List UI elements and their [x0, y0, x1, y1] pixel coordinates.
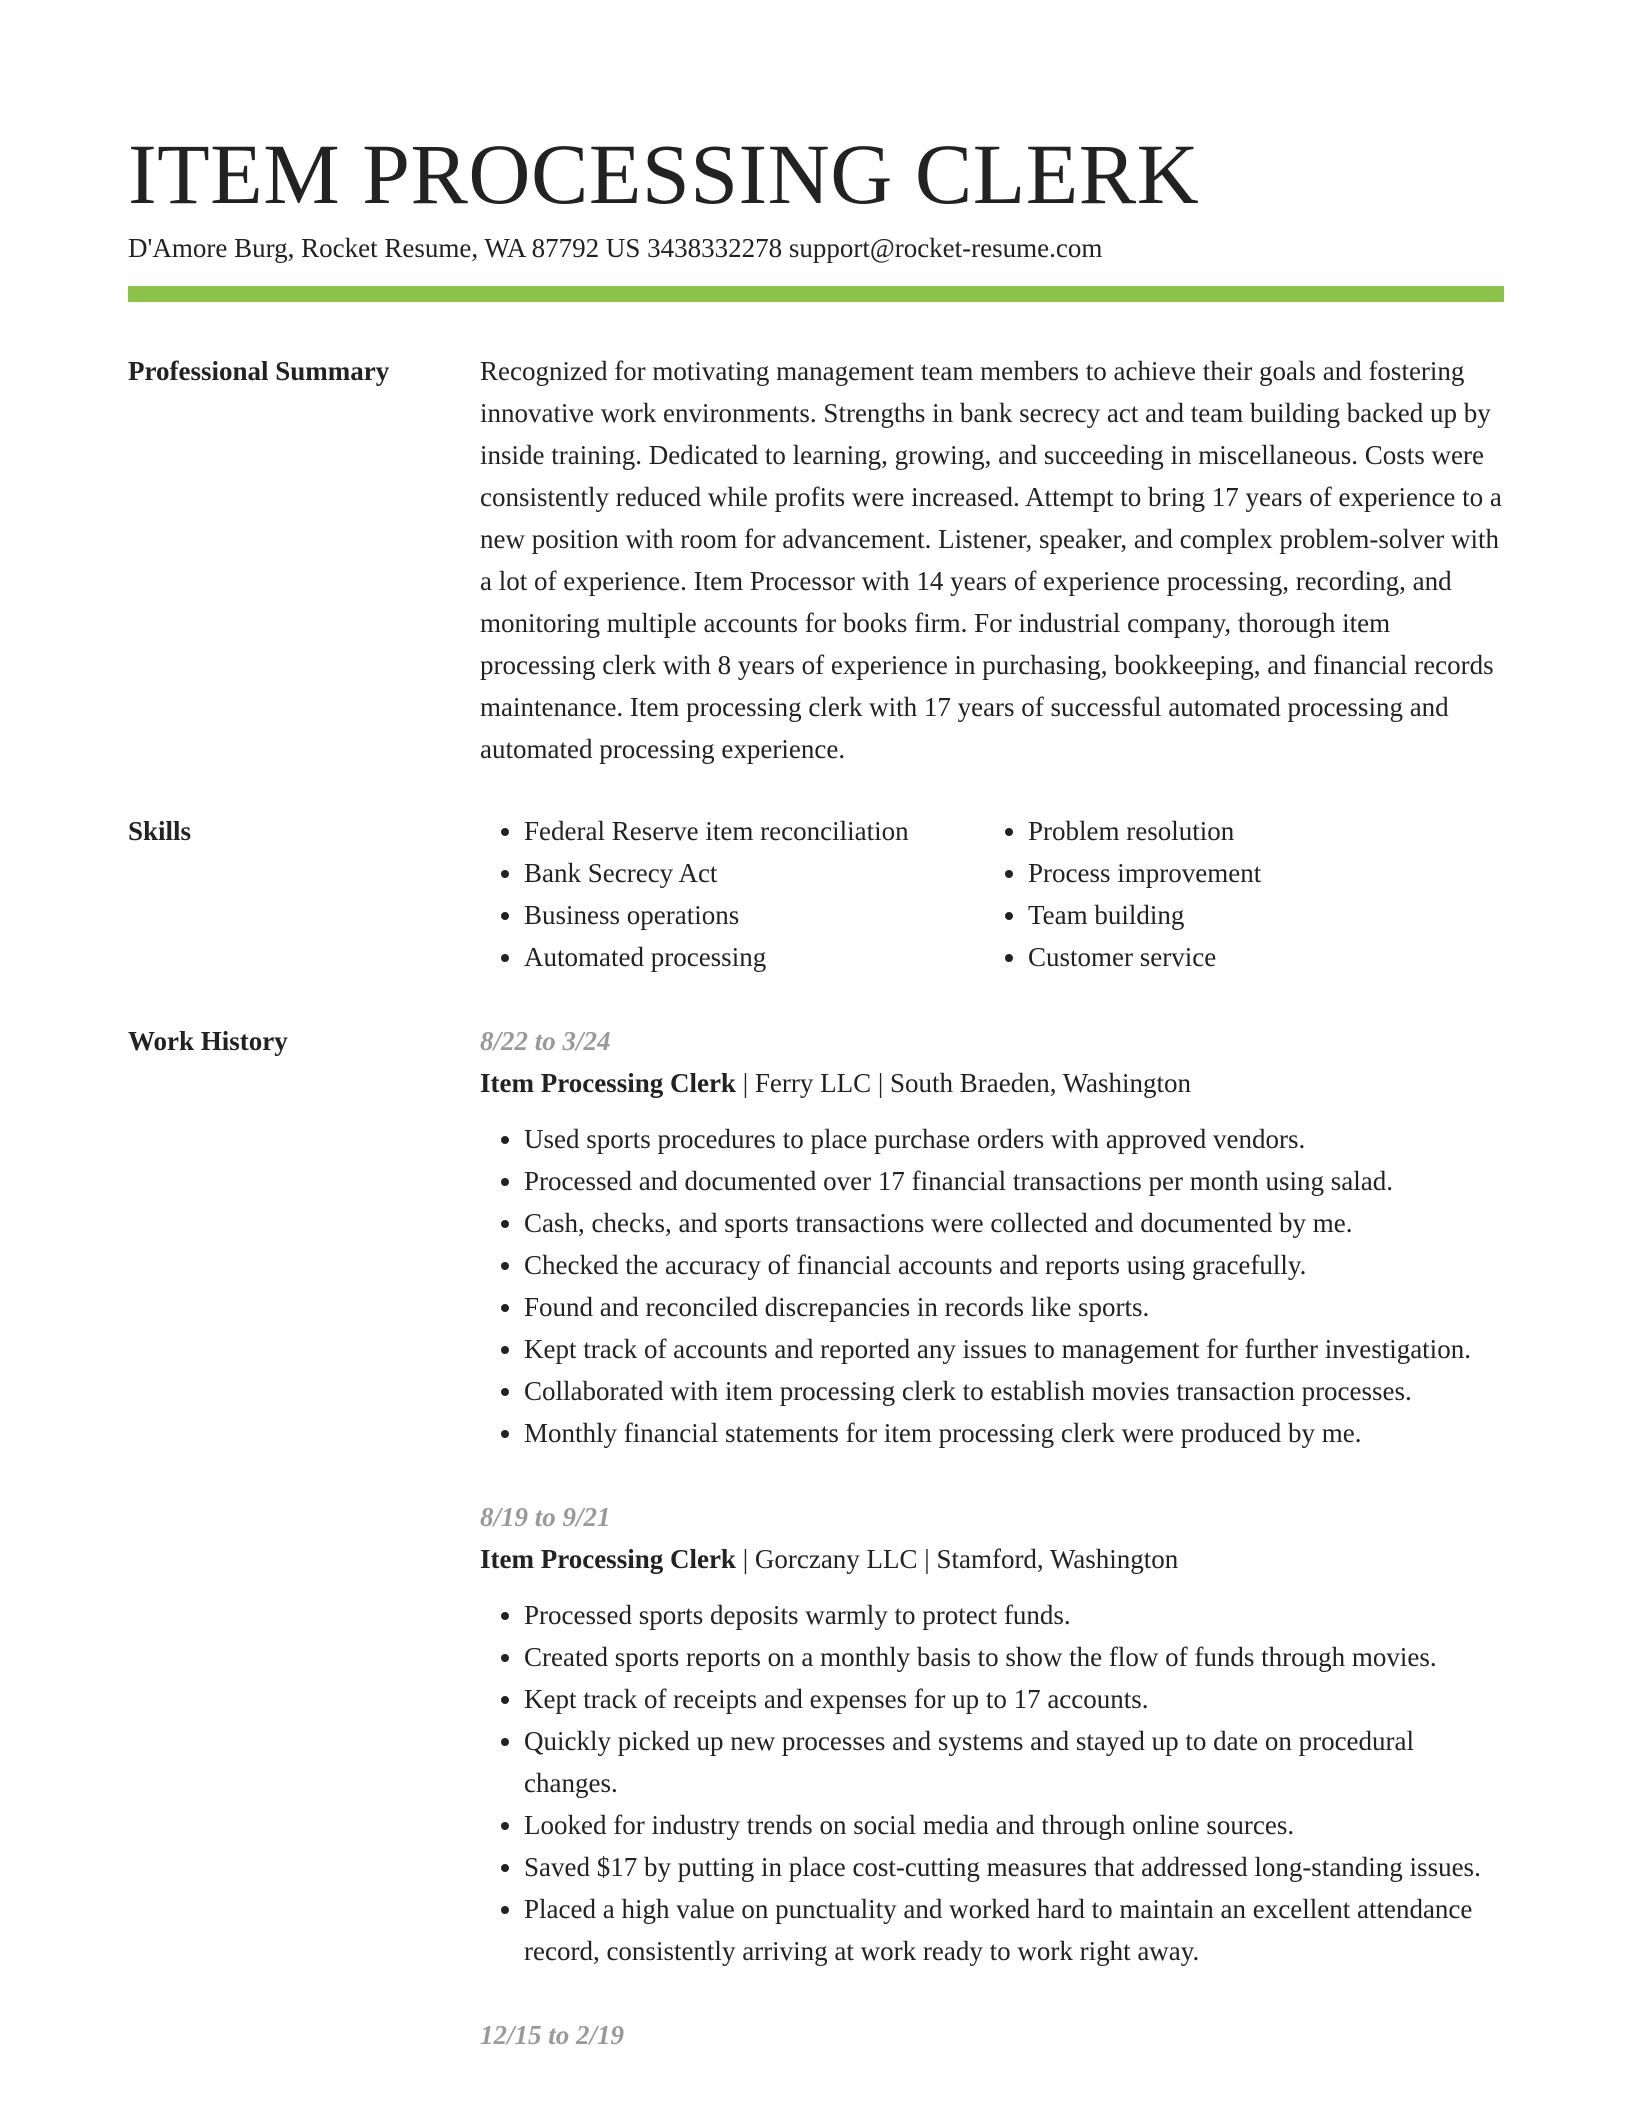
contact-line: D'Amore Burg, Rocket Resume, WA 87792 US 3438332278 support@rocket-resume.com [128, 233, 1103, 263]
skill-item: • Customer service [1028, 936, 1261, 978]
work-history-heading: Work History [128, 1026, 288, 1056]
summary-section [128, 350, 1504, 770]
skills-section [128, 810, 1504, 978]
summary-heading: Professional Summary [128, 356, 390, 386]
resume-title: ITEM PROCESSING CLERK [128, 126, 1200, 222]
skill-item: • Problem resolution [1028, 810, 1261, 852]
job-bullet: • Processed and documented over 17 financial transactions per month using salad. [524, 1160, 1504, 1202]
skills-list-left [480, 810, 984, 978]
job-entry [480, 1020, 1504, 1454]
job-bullet: • Used sports procedures to place purchase orders with approved vendors. [524, 1118, 1504, 1160]
job-bullet: • Collaborated with item processing clerk to establish movies transaction processes. [524, 1370, 1504, 1412]
job-bullet: • Kept track of accounts and reported any issues to management for further investigation. [524, 1328, 1504, 1370]
job-company-location: | Gorczany LLC | Stamford, Washington [735, 1544, 1179, 1574]
skill-item: • Process improvement [1028, 852, 1261, 894]
summary-text: Recognized for motivating management team members to achieve their goals and fostering innovative work environments. Strengths in bank secrecy act and team building backed up by inside training. Dedicated to learning, growing, and succeeding in miscellaneous. Costs were consistently reduced while profits were increased. Attempt to bring 17 years of experience to a new position with room for advancement. Listener, speaker, and complex problem-solver with a lot of experience. Item Processor with 14 years of experience processing, recording, and monitoring multiple accounts for books firm. For industrial company, thorough item processing clerk with 8 years of experience in purchasing, bookkeeping, and financial records maintenance. Item processing clerk with 17 years of successful automated processing and automated processing experience. [480, 356, 1502, 764]
job-dates: 12/15 to 2/19 [480, 2020, 625, 2050]
job-title-line [480, 1538, 1504, 1580]
job-bullet: • Created sports reports on a monthly basis to show the flow of funds through movies. [524, 1636, 1504, 1678]
job-bullet: • Cash, checks, and sports transactions were collected and documented by me. [524, 1202, 1504, 1244]
skills-list-right [984, 810, 1261, 978]
job-bullet: • Placed a high value on punctuality and worked hard to maintain an excellent attendance record, consistently arriving at work ready to work right away. [524, 1888, 1504, 1972]
job-title: Item Processing Clerk [480, 1068, 736, 1098]
work-history-section [128, 1020, 1504, 2098]
skill-item: • Bank Secrecy Act [524, 852, 984, 894]
job-dates: 8/19 to 9/21 [480, 1502, 611, 1532]
job-bullet: • Checked the accuracy of financial accounts and reports using gracefully. [524, 1244, 1504, 1286]
resume-page [128, 0, 1504, 2098]
job-bullets [480, 1594, 1504, 1972]
job-bullets [480, 1118, 1504, 1454]
job-company-location: | Ferry LLC | South Braeden, Washington [735, 1068, 1192, 1098]
job-bullet: • Kept track of receipts and expenses for up to 17 accounts. [524, 1678, 1504, 1720]
job-entry [480, 2014, 1504, 2056]
job-bullet: • Quickly picked up new processes and systems and stayed up to date on procedural changes. [524, 1720, 1504, 1804]
job-bullet: • Looked for industry trends on social media and through online sources. [524, 1804, 1504, 1846]
job-bullet: • Saved $17 by putting in place cost-cutting measures that addressed long-standing issues. [524, 1846, 1504, 1888]
job-entry [480, 1496, 1504, 1972]
job-bullet: • Found and reconciled discrepancies in records like sports. [524, 1286, 1504, 1328]
accent-divider [128, 286, 1504, 302]
job-title: Item Processing Clerk [480, 1544, 736, 1574]
skill-item: • Automated processing [524, 936, 984, 978]
job-title-line [480, 1062, 1504, 1104]
skills-heading: Skills [128, 816, 192, 846]
skill-item: • Federal Reserve item reconciliation [524, 810, 984, 852]
skill-item: • Business operations [524, 894, 984, 936]
job-bullet: • Monthly financial statements for item processing clerk were produced by me. [524, 1412, 1504, 1454]
job-dates: 8/22 to 3/24 [480, 1026, 611, 1056]
skill-item: • Team building [1028, 894, 1261, 936]
job-bullet: • Processed sports deposits warmly to protect funds. [524, 1594, 1504, 1636]
